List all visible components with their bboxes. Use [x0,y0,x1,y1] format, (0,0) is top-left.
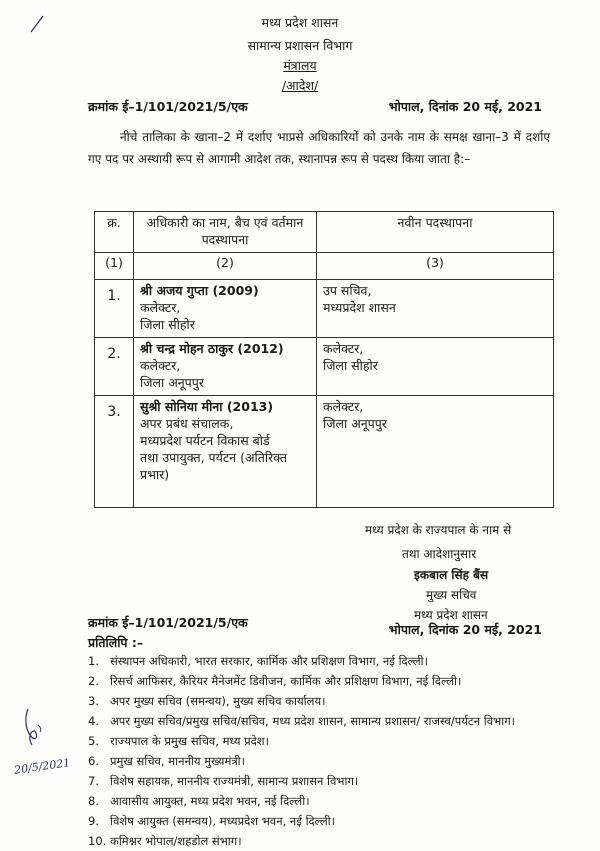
copy-place-date: भोपाल, दिनांक 20 मई, 2021 [388,622,542,637]
officer-name: सुश्री सोनिया मीना (2013) [140,399,274,414]
list-item-text: विशेष आयुक्त (समन्वय), मध्यप्रदेश भवन, नई दिल्ली। [110,814,335,828]
officer-current-line: तथा उपायुक्त, पर्यटन (अतिरिक्त [140,450,288,465]
officer-current-line: कलेक्टर, [140,300,181,315]
row-sr: 3. [95,396,134,508]
order-paragraph-text: नीचे तालिका के खाना–2 में दर्शाए भाप्रसे अधिकारियों को उनके नाम के समक्ष खाना–3 में दर्शाए गए पद पर अस्थायी रूप से आगामी आदेश तक, स्थानापन्न रूप से पदस्थ किया जाता है:– [88,130,550,166]
list-item-number: 8. [88,794,99,808]
list-item-number: 6. [88,754,99,768]
officer-current-line: कलेक्टर, [140,358,181,373]
row-officer [134,396,317,508]
list-item-text: अपर मुख्य सचिव (समन्वय), मुख्य सचिव कार्यालय। [110,694,326,708]
list-item [88,771,558,791]
header-department: सामान्य प्रशासन विभाग [247,38,353,53]
new-posting-line: कलेक्टर, [323,341,364,356]
list-item [88,651,558,671]
table-row [95,396,554,508]
list-item-number: 7. [88,774,99,788]
list-item [88,811,558,831]
officer-name: श्री अजय गुप्ता (2009) [140,283,259,298]
table-number-row [95,253,554,280]
list-item-number: 10. [88,834,107,848]
signatory-name: इकबाल सिंह बैंस [414,568,489,582]
officer-current-line: मध्यप्रदेश पर्यटन विकास बोर्ड [140,433,270,448]
list-item-text: कमिश्नर भोपाल/शहडोल संभाग। [110,834,242,848]
table-header-new-posting: नवीन पदस्थापना [317,212,554,253]
officer-name: श्री चन्द्र मोहन ठाकुर (2012) [140,341,284,356]
list-item-number: 5. [88,734,99,748]
list-item-number: 3. [88,694,99,708]
signatory-office: मध्य प्रदेश शासन [414,608,488,622]
list-item-text: रिसर्च आफिसर, कैरियर मैनेजमेंट डिवीजन, कार्मिक और प्रशिक्षण विभाग, नई दिल्ली। [110,674,462,688]
officer-current-line: जिला सीहोर [140,317,195,332]
row-new-posting [317,396,554,508]
table-row [95,338,554,396]
list-item-number: 1. [88,654,99,668]
order-place-date: भोपाल, दिनांक 20 मई, 2021 [388,99,542,114]
col-number-3: (3) [317,253,554,280]
list-item [88,791,558,811]
handwritten-initial-mark [20,705,46,750]
handwritten-date: 20/5/2021 [13,756,72,777]
table-header-row [95,212,554,253]
list-item-text: अपर मुख्य सचिव/प्रमुख सचिव/सचिव, मध्य प्रदेश शासन, सामान्य प्रशासन/ राजस्व/पर्यटन विभाग। [110,714,516,728]
row-new-posting [317,338,554,396]
table-header-officer: अधिकारी का नाम, बैच एवं वर्तमान पदस्थापना [134,212,317,253]
copy-title: प्रतिलिपि :– [88,635,144,650]
posting-table [94,211,554,508]
list-item-text: आवासीय आयुक्त, मध्य प्रदेश भवन, नई दिल्ली। [110,794,310,808]
row-sr: 1. [95,280,134,338]
header-order-label: /आदेश/ [281,78,319,93]
list-item-text: राज्यपाल के प्रमुख सचिव, मध्य प्रदेश। [110,734,269,748]
list-item-text: विशेष सहायक, माननीय राज्यमंत्री, सामान्य प्रशासन विभाग। [110,774,359,788]
new-posting-line: उप सचिव, [323,283,372,298]
officer-current-line: प्रभार) [140,467,170,482]
order-paragraph [88,126,550,170]
copy-list [88,651,558,851]
header-government: मध्य प्रदेश शासन [261,15,339,30]
officer-current-line: जिला अनूपपुर [140,375,204,390]
col-number-2: (2) [134,253,317,280]
list-item-number: 2. [88,674,99,688]
list-item [88,751,558,771]
signature-authority-line2: तथा आदेशानुसार [402,547,477,561]
new-posting-line: जिला सीहोर [323,358,378,373]
table-row [95,280,554,338]
row-officer [134,280,317,338]
new-posting-line: जिला अनूपपुर [323,416,387,431]
list-item [88,731,558,751]
header-ministry: मंत्रालय [283,58,317,73]
list-item [88,691,558,711]
officer-current-line: अपर प्रबंध संचालक, [140,416,234,431]
row-officer [134,338,317,396]
row-sr: 2. [95,338,134,396]
signature-authority-line1: मध्य प्रदेश के राज्यपाल के नाम से [365,523,512,537]
copy-order-number: क्रमांक ई–1/101/2021/5/एक [88,615,248,630]
header-order [0,77,600,94]
list-item [88,831,558,851]
row-new-posting [317,280,554,338]
table-header-sr: क्र. [95,212,134,253]
list-item [88,671,558,691]
order-number: क्रमांक ई–1/101/2021/5/एक [88,99,248,114]
new-posting-line: मध्यप्रदेश शासन [323,300,396,315]
signatory-designation: मुख्य सचिव [426,588,477,602]
list-item-number: 4. [88,714,99,728]
col-number-1: (1) [95,253,134,280]
list-item-number: 9. [88,814,99,828]
list-item-text: प्रमुख सचिव, माननीय मुख्यमंत्री। [110,754,246,768]
list-item-text: संस्थापन अधिकारी, भारत सरकार, कार्मिक और प्रशिक्षण विभाग, नई दिल्ली। [110,654,428,668]
list-item [88,711,558,731]
new-posting-line: कलेक्टर, [323,399,364,414]
